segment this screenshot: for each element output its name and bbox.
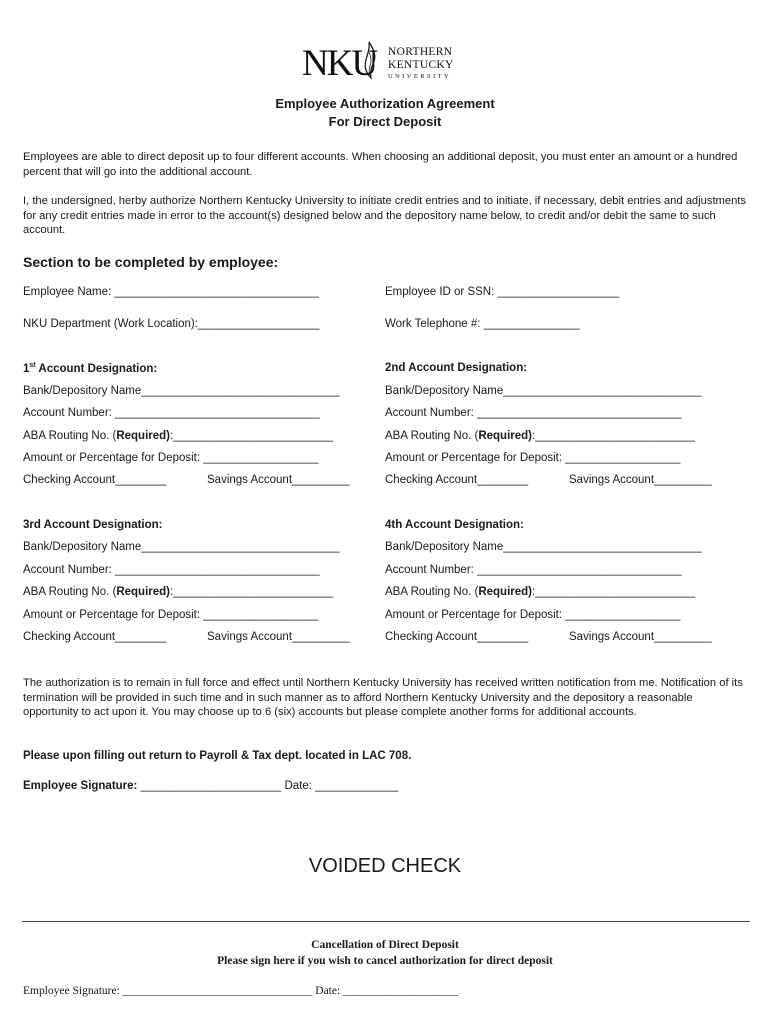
form-title: Employee Authorization Agreement — [275, 96, 495, 111]
account-3-amount-field[interactable]: Amount or Percentage for Deposit: __________________ — [23, 609, 319, 621]
account-2-checking-field[interactable]: Checking Account________ — [385, 474, 529, 486]
account-1-bank-field[interactable]: Bank/Depository Name_______________________________ — [23, 385, 340, 397]
voided-check-label: VOIDED CHECK — [308, 855, 462, 877]
account-1-savings-field[interactable]: Savings Account_________ — [207, 474, 350, 486]
account-4-account-number-field[interactable]: Account Number: ________________________________ — [385, 564, 682, 576]
account-4-checking-field[interactable]: Checking Account________ — [385, 631, 529, 643]
divider-line — [22, 921, 750, 922]
account-4-savings-field[interactable]: Savings Account_________ — [569, 631, 712, 643]
account-2-bank-field[interactable]: Bank/Depository Name_______________________________ — [385, 385, 702, 397]
nku-logo — [302, 40, 464, 84]
account-2-aba-field[interactable]: ABA Routing No. (Required):_________________________ — [385, 430, 696, 442]
flame-icon — [358, 40, 380, 80]
account-2-amount-field[interactable]: Amount or Percentage for Deposit: __________________ — [385, 452, 681, 464]
cancellation-title: Cancellation of Direct Deposit — [311, 939, 459, 951]
employee-id-field[interactable]: Employee ID or SSN: ___________________ — [385, 286, 620, 298]
intro-paragraph-2: I, the undersigned, herby authorize Northern Kentucky University to initiate credit entries and to initiate, if necessary, debit entries and adjustments for any credit entries made in error to the account(s) designed below and the depository name below, to credit and/or debit the same to such account. — [23, 195, 747, 236]
account-4-bank-field[interactable]: Bank/Depository Name_______________________________ — [385, 541, 702, 553]
account-1-amount-field[interactable]: Amount or Percentage for Deposit: __________________ — [23, 452, 319, 464]
intro-paragraph-1: Employees are able to direct deposit up to four different accounts. When choosing an additional deposit, you must enter an amount or a hundred percent that will go into the additional account. — [23, 151, 738, 178]
employee-signature-field[interactable]: Employee Signature: ______________________ Date: _____________ — [23, 780, 399, 792]
account-2-savings-field[interactable]: Savings Account_________ — [569, 474, 712, 486]
account-1-checking-field[interactable]: Checking Account________ — [23, 474, 167, 486]
account-3-heading: 3rd Account Designation: — [23, 519, 163, 531]
account-1-heading: 1st Account Designation: — [23, 362, 158, 375]
account-4-amount-field[interactable]: Amount or Percentage for Deposit: __________________ — [385, 609, 681, 621]
department-field[interactable]: NKU Department (Work Location):___________________ — [23, 318, 320, 330]
return-instructions: Please upon filling out return to Payroll & Tax dept. located in LAC 708. — [23, 750, 412, 762]
account-3-aba-field[interactable]: ABA Routing No. (Required):_________________________ — [23, 586, 334, 598]
account-3-account-number-field[interactable]: Account Number: ________________________________ — [23, 564, 320, 576]
account-1-account-number-field[interactable]: Account Number: ________________________________ — [23, 407, 320, 419]
logo-line-2: KENTUCKY — [388, 59, 454, 71]
account-4-heading: 4th Account Designation: — [385, 519, 524, 531]
logo-line-3: UNIVERSITY — [388, 73, 451, 80]
account-4-aba-field[interactable]: ABA Routing No. (Required):_________________________ — [385, 586, 696, 598]
work-telephone-field[interactable]: Work Telephone #: _______________ — [385, 318, 580, 330]
employee-name-field[interactable]: Employee Name: ________________________________ — [23, 286, 320, 298]
account-2-heading: 2nd Account Designation: — [385, 362, 528, 374]
cancellation-signature-field[interactable]: Employee Signature: _________________________________ Date: ____________________ — [23, 985, 459, 997]
account-3-bank-field[interactable]: Bank/Depository Name_______________________________ — [23, 541, 340, 553]
account-2-account-number-field[interactable]: Account Number: ________________________________ — [385, 407, 682, 419]
form-subtitle: For Direct Deposit — [328, 114, 442, 129]
cancellation-subtitle: Please sign here if you wish to cancel authorization for direct deposit — [217, 955, 553, 967]
authorization-paragraph: The authorization is to remain in full force and effect until Northern Kentucky University has received written notification from me. Notification of its termination will be provided in such time and in such manner as to afford Northern Kentucky University and the depository a reasonable opportunity to act upon it. You may choose up to 6 (six) accounts but please complete another forms for additional accounts. — [23, 677, 743, 718]
section-heading: Section to be completed by employee: — [23, 254, 279, 270]
account-1-aba-field[interactable]: ABA Routing No. (Required):_________________________ — [23, 430, 334, 442]
account-3-checking-field[interactable]: Checking Account________ — [23, 631, 167, 643]
account-3-savings-field[interactable]: Savings Account_________ — [207, 631, 350, 643]
logo-line-1: NORTHERN — [388, 46, 453, 58]
logo-mark: NKU — [302, 43, 377, 84]
